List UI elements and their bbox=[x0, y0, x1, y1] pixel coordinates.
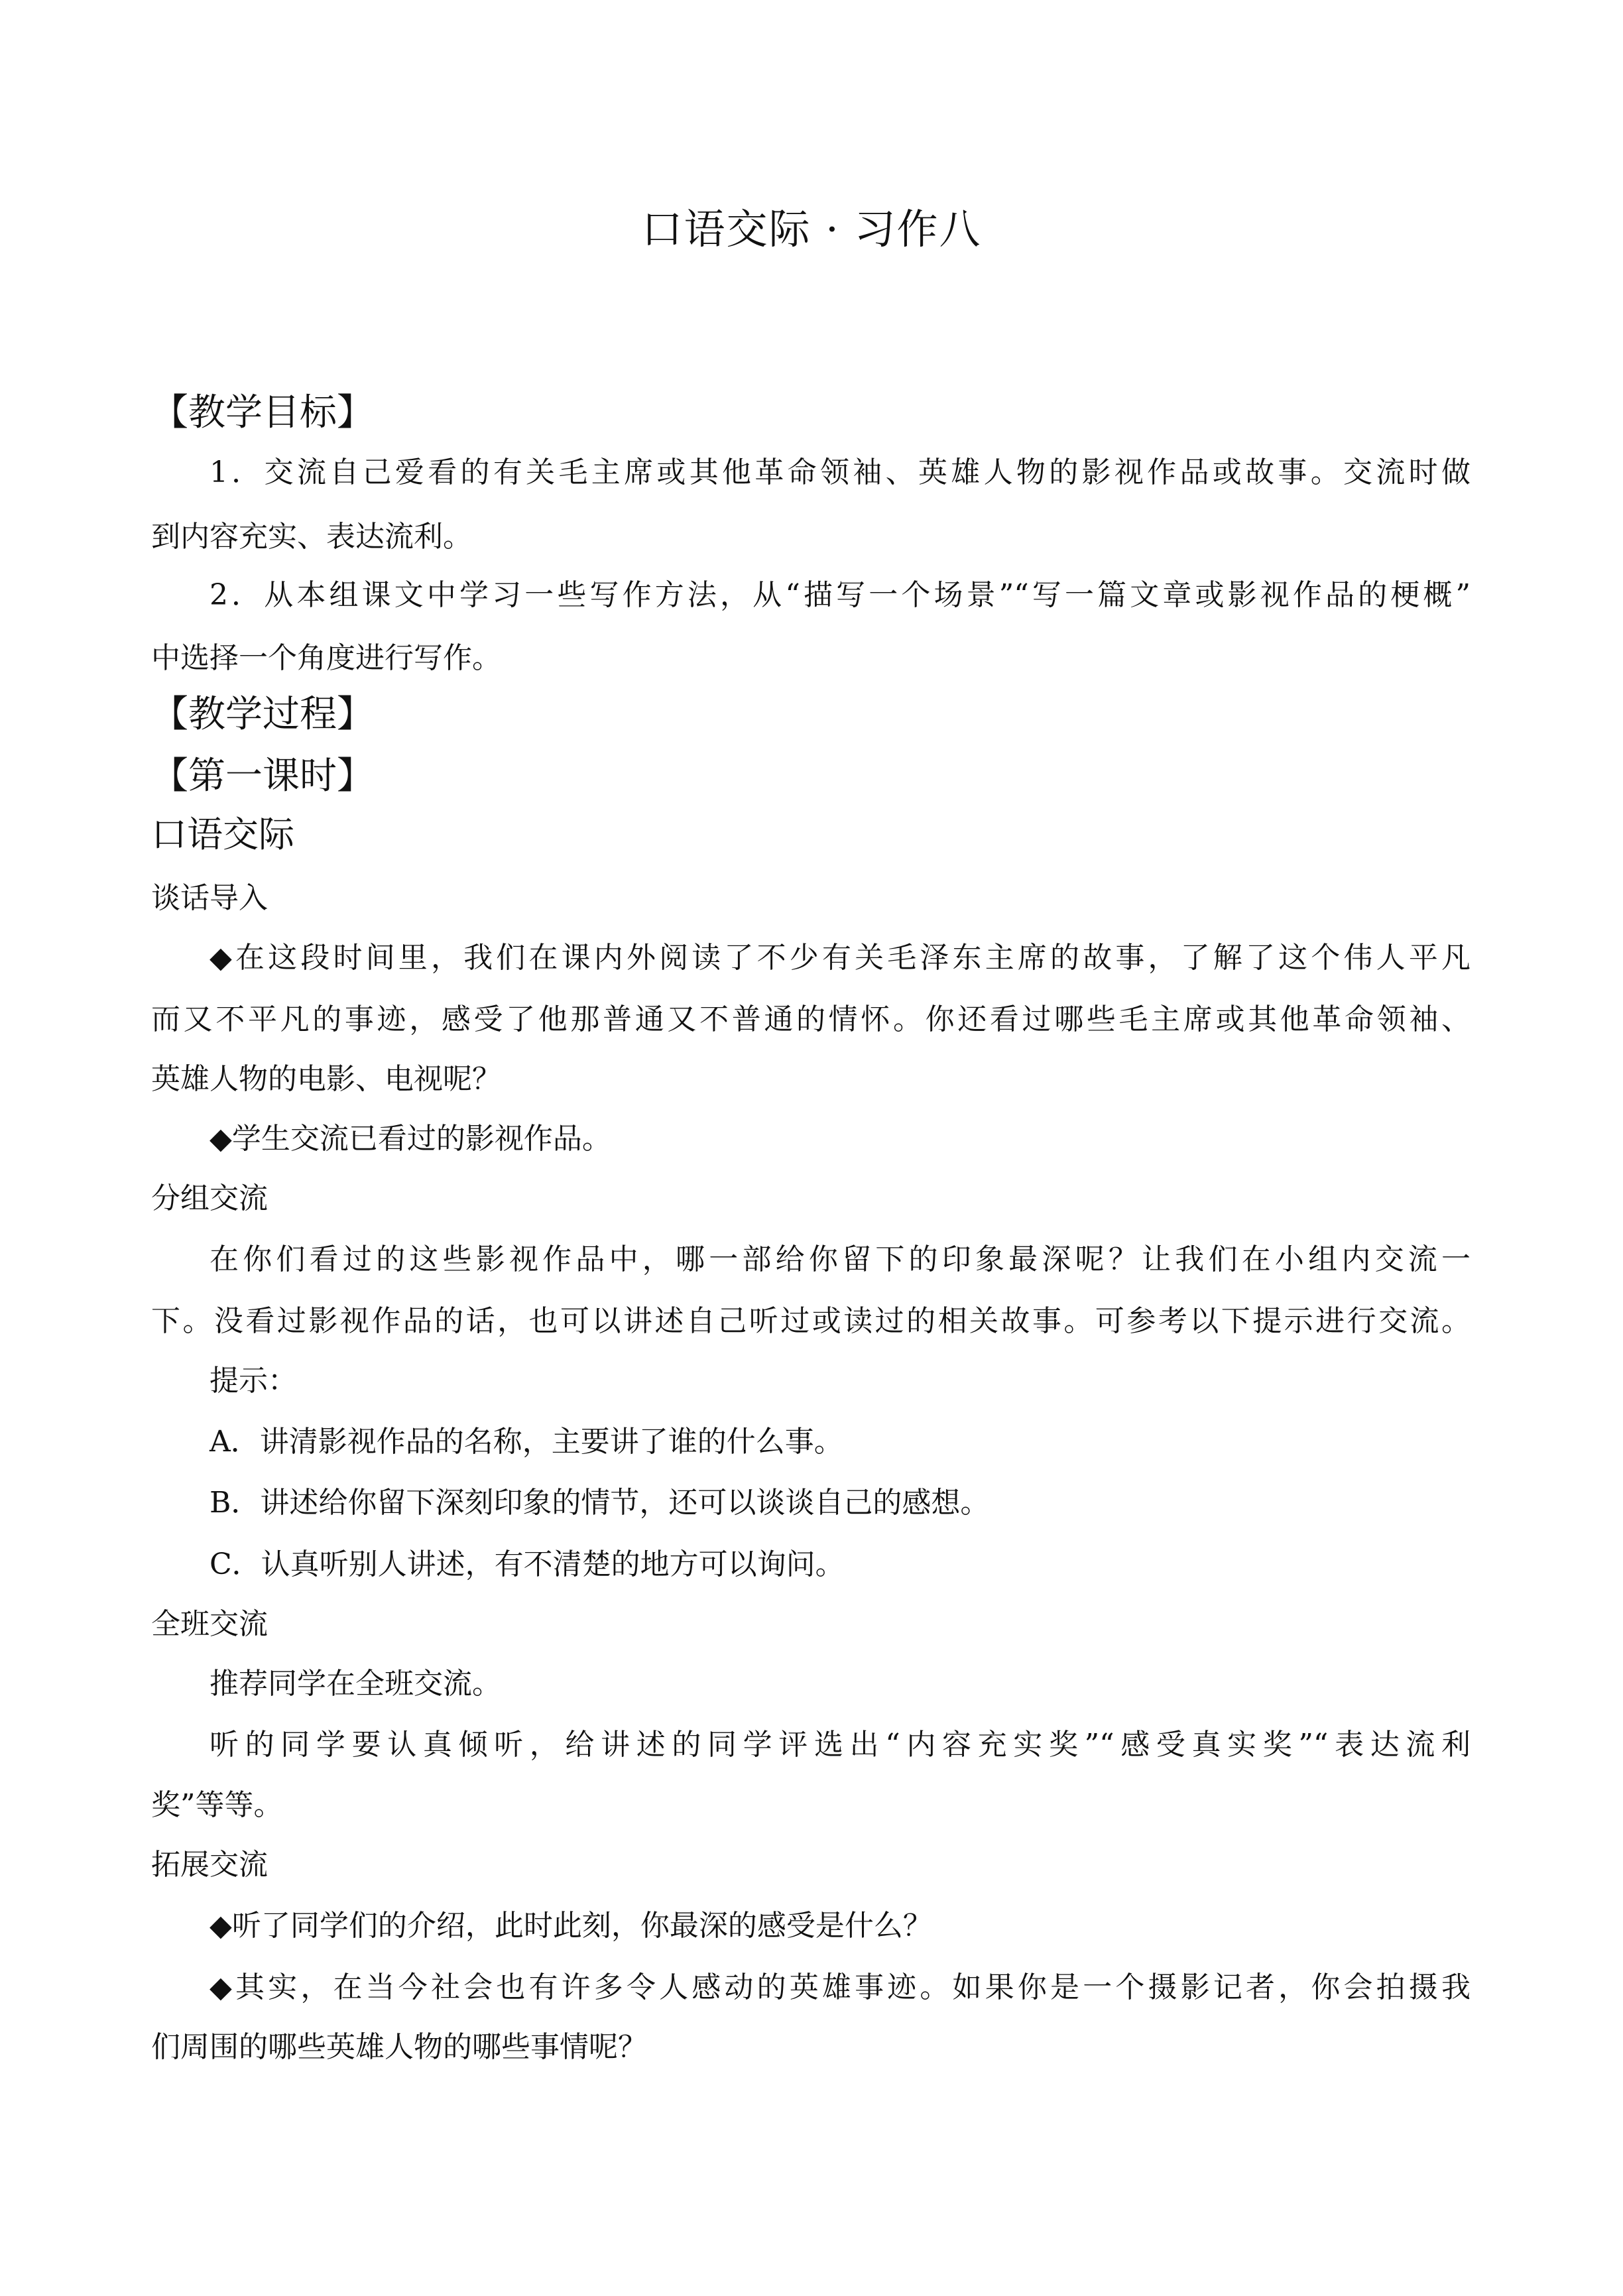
intro-paragraph-line-2: 而又不平凡的事迹，感受了他那普通又不普通的情怀。你还看过哪些毛主席或其他革命领袖、 bbox=[151, 1002, 1471, 1036]
goal-2-line-2: 中选择一个角度进行写作。 bbox=[151, 641, 501, 675]
extension-bullet-2-line-1: ◆其实，在当今社会也有许多令人感动的英雄事迹。如果你是一个摄影记者，你会拍摄我 bbox=[210, 1970, 1471, 2004]
whole-class-paragraph-2-line-1: 听的同学要认真倾听，给讲述的同学评选出“内容充实奖”“感受真实奖”“表达流利 bbox=[210, 1728, 1471, 1762]
oral-communication-heading: 口语交际 bbox=[151, 814, 294, 855]
goal-2-line-1: 2．从本组课文中学习一些写作方法，从“描写一个场景”“写一篇文章或影视作品的梗概” bbox=[210, 578, 1471, 612]
tips-label: 提示： bbox=[210, 1364, 297, 1398]
lesson-1-heading: 【第一课时】 bbox=[151, 755, 374, 798]
extension-heading: 拓展交流 bbox=[151, 1848, 268, 1882]
intro-paragraph-line-1: ◆在这段时间里，我们在课内外阅读了不少有关毛泽东主席的故事，了解了这个伟人平凡 bbox=[210, 941, 1471, 975]
page-title: 口语交际 · 习作八 bbox=[641, 205, 982, 253]
group-paragraph-line-1: 在你们看过的这些影视作品中，哪一部给你留下的印象最深呢？让我们在小组内交流一 bbox=[210, 1242, 1471, 1276]
tip-c: C．认真听别人讲述，有不清楚的地方可以询问。 bbox=[210, 1547, 845, 1581]
intro-heading: 谈话导入 bbox=[151, 881, 268, 915]
group-discussion-heading: 分组交流 bbox=[151, 1181, 268, 1215]
whole-class-paragraph-2-line-2: 奖”等等。 bbox=[151, 1788, 283, 1822]
teaching-goals-heading: 【教学目标】 bbox=[151, 391, 374, 434]
intro-paragraph-line-3: 英雄人物的电影、电视呢？ bbox=[151, 1062, 501, 1096]
intro-bullet-2: ◆学生交流已看过的影视作品。 bbox=[210, 1122, 611, 1156]
tip-b: B．讲述给你留下深刻印象的情节，还可以谈谈自己的感想。 bbox=[210, 1486, 990, 1520]
tip-a: A．讲清影视作品的名称，主要讲了谁的什么事。 bbox=[210, 1425, 843, 1459]
whole-class-paragraph-1: 推荐同学在全班交流。 bbox=[210, 1667, 501, 1701]
teaching-process-heading: 【教学过程】 bbox=[151, 693, 374, 736]
group-paragraph-line-2: 下。没看过影视作品的话，也可以讲述自己听过或读过的相关故事。可参考以下提示进行交流。 bbox=[151, 1304, 1471, 1338]
extension-bullet-2-line-2: 们周围的哪些英雄人物的哪些事情呢？ bbox=[151, 2030, 647, 2064]
goal-1-line-1: 1．交流自己爱看的有关毛主席或其他革命领袖、英雄人物的影视作品或故事。交流时做 bbox=[210, 455, 1471, 489]
whole-class-heading: 全班交流 bbox=[151, 1607, 268, 1641]
extension-bullet-1: ◆听了同学们的介绍，此时此刻，你最深的感受是什么？ bbox=[210, 1909, 932, 1943]
goal-1-line-2: 到内容充实、表达流利。 bbox=[151, 520, 472, 554]
